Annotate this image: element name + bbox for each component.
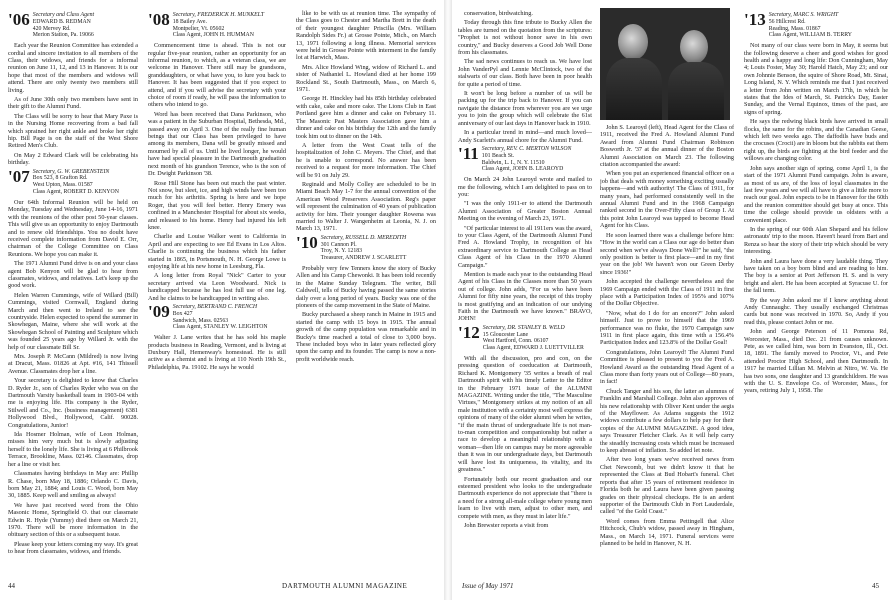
class-heading-1909	[148, 304, 286, 331]
paragraph: Mrs. Alice Howland Wing, widow of Richard L. and sister of Nathaniel L. Howland died at her home 199 Rockland St., South Dartmouth, Mass., on March 6, 1971.	[296, 63, 436, 94]
class-heading-1906	[8, 12, 138, 39]
person-right-body	[668, 62, 724, 120]
paragraph: Bucky purchased a sheep ranch in Maine in 1915 and started the camp with 15 boys in 1915. The annual growth of the camp population was remarkable and in Bucky's time reached a total of close to 3,000 boys. These included boys who in later years reflected glory upon the camp and its founder. The camp is now a non-profit worldwide reach.	[296, 311, 436, 363]
paragraph: We have just received word from the Ohio Masonic Home, Springfield O. that our classmate Edwin R. Hyde (Yummy) died there on March 21, 1970. There will be more information in the obituary section of this or a subsequent issue.	[8, 501, 138, 539]
left-page-number: 44	[8, 582, 15, 590]
column-2	[148, 10, 286, 580]
secretary-city: Merion Station, Pa. 19066	[32, 32, 94, 39]
paragraph: On May 2 Edward Clark will be celebrating his birthday.	[8, 151, 138, 167]
paragraph: "I was the only 1911-er to attend the Dartmouth Alumni Association of Greater Boston Annual Meeting on the evening of March 23, 1971.	[458, 200, 592, 223]
secretary-name: EDWARD B. REDMAN	[32, 18, 91, 25]
secretary-name: Box 523, 8 Grafton Rd.	[32, 175, 88, 182]
class-heading-1908	[148, 12, 286, 39]
paragraph: John and George Peterson of 11 Pomona Rd, Worcester, Mass., died Dec. 21 from causes unknown. Pete, as we called him, was born in Evanston, Ill., Oct. 18, 1891. The family moved to Proctor, Vt., and Pete attended Proctor High School, and then Dartmouth. In 1917 he married Lillian M. Melvin at Nitro, W. Va. He has two sons, one daughter and 13 grandchildren. He was with the U. S. Envelope Co. of Worcester, Mass., for years, retiring July 1, 1958. The	[744, 328, 888, 395]
paragraph: Not many of our class were born in May, it seems but the following deserve a cheer and good wishes for good health and a happy and long life: Don Cunningham, May 4; Louis Foster, May 30; Harold Hatch, May 23; and our own Johnnie Benson, the squire of Shore Road, Mt. Sinai, Long Island, N. Y. Which reminds me that I just received a letter from John written on March 17th, in which he states that the Ides of March, St. Patrick's Day, Easter Sunday, and the Vernal Equinox, times of the past, are signs of spring.	[744, 42, 888, 116]
secretary-address: Reading, Mass. 01867	[768, 25, 821, 32]
class-heading-1907	[8, 166, 138, 196]
column-1	[8, 10, 138, 580]
person-left-head	[618, 24, 648, 60]
secretary-title: Secretary, MARC S. WRIGHT	[768, 12, 839, 18]
paragraph: A letter from the West Coast tells of the hospitalization of John C. Meyers. The Chief, and that he is unable to correspond. No answer has been received to a request for more information. The Chief will be 91 on July 29.	[296, 141, 436, 179]
secretary-address: West Hartford, Conn. 06107	[482, 338, 549, 345]
class-secretary	[482, 146, 572, 173]
class-heading-1913	[744, 12, 888, 39]
secretary-title: Secretary, RUSSELL D. MEREDITH	[320, 234, 407, 241]
person-right-head	[680, 30, 708, 64]
class-agent: Class Agent, JOHN H. HUMMAN	[172, 32, 254, 39]
paragraph: Please keep your letters coming my way. It's great to hear from classmates, widows, and friends.	[8, 540, 138, 556]
paragraph: Mention is made each year to the outstanding Head Agent of his Class in the Classes more than 50 years out of college. John adds, "For us who have been Alumni for fifty nine years, the receipt of this trophy is most gratifying and an indication of our undying Faith in the Dartmouth we have known." BRAVO, JOHN!	[458, 270, 592, 323]
class-secretary	[769, 12, 852, 39]
secretary-title: Secretary, G. W. GREBENSTEIN	[32, 168, 110, 175]
class-year: '09	[148, 302, 170, 321]
photo-caption: John S. Learoyd (left), Head Agent for the Class of 1911, received the Fred A. Howland Alumni Fund Award from Alumni Fund Chairman Robinson Bosworth Jr. '37 at the annual dinner of the Boston Alumni Association on March 23. The following citation accompanied the award:	[600, 124, 734, 169]
paragraph: The 1971 Alumni Fund drive is on and your class agent Bob Kenyon will be glad to hear from classmates, widows, and relatives. Let's keep up the good work.	[8, 260, 138, 290]
secretary-address: Troy, N. Y. 12183	[320, 248, 363, 255]
paragraph: conservation, birdwatching.	[464, 10, 533, 17]
class-agent: Class Agent, ROBERT D. KENYON	[32, 189, 119, 196]
paragraph: In a particular trend in mind—and much loved—Andy Scarlett's annual chore for the Alumni Fund.	[458, 129, 592, 144]
right-page-number: 45	[872, 582, 879, 590]
paragraph: Word comes from Emma Pettingell that Alice Hitchcock, Chub's widow, passed away in Hingham, Mass., on March 14, 1971. Funeral services were planned to be held in Hanover, N. H.	[600, 517, 734, 547]
class-secretary	[321, 235, 407, 262]
paragraph: like to be with us at reunion time. The sympathy of the Class goes to Chester and Martha Brett in the death of their youngest daughter Priscilla (Mrs. William Randolph Sides Fr.) at Grosse Pointe, Mich., on March 13, 1971 following a long illness. Memorial services were held in Grosse Pointe with interment in the family lot at Harwich, Mass.	[296, 10, 436, 62]
class-year: '13	[744, 10, 766, 29]
class-treasurer: Treasurer, ANDREW J. SCARLETT	[320, 255, 407, 262]
paragraph: He soon learned there was a challenge before him: "How in the world can a Class our age do better than second when we've always Done Well?" he said, "the only position is better is first place—and in my first year on the job! We haven't won our Green Derby since 1936!"	[600, 231, 734, 276]
secretary-title: Secretary, BERTRAND C. FRENCH	[172, 304, 258, 310]
class-year: '12	[458, 322, 480, 342]
paragraph: Word has been received that Dana Parkinson, who was a patient in the Suburban Hospital, Bethesda, Md., passed away on April 3. One of the really fine human beings that our Class has been privileged to have among its members, Dana will be greatly missed and mourned by all of us. Until he lived longer, he would have had special pleasure in the Dartmouth graduation next month of his grandson Terence, who is the son of Dr. Dwight Parkinson '38.	[148, 110, 286, 178]
paragraph: Our 64th Informal Reunion will be held on Monday, Tuesday and Wednesday, June 14-16, 1971 with the reunions of the other post 50-year classes. This will give us an opportunity to enjoy Dartmouth and to renew old friendships. You no doubt have received complete information from David E. Orr, chairman of the College Committee on Class Reunions. We hope you can make it.	[8, 198, 138, 258]
paragraph: Mrs. Joseph P. McCann (Mildred) is now living at Dracut, Mass. 01826 at Apt. #16, 141 Thissell Avenue. Classmates drop her a line.	[8, 353, 138, 375]
paragraph: Charlie and Louise Walker went to California in April and are expecting to see Ed Evans in Los Altos. Charlie is continuing the business which his father started in 1865, in Portsmouth, N. H. George Lowe is enjoying life at his new home in Leesburg, Fla.	[148, 233, 286, 270]
class-heading-1912	[458, 322, 592, 352]
paragraph: The sad news continues to reach us. We have lost John VanderPyl and Lennie McClintock, two of the stalwarts of our class. Both have been in poor health for quite a period of time.	[458, 58, 592, 88]
secretary-address: Baldwin, L. I., N. Y. 11510	[481, 159, 545, 166]
paragraph: When you put an experienced financial officer on a job that deals with money something exciting usually happens—and with authority! The Class of 1911, for many years, had performed consistently well in the annual Alumni Fund and in the 1968 Campaign ranked second in the Over-Fifty class of Group I. At this point John Learoyd was tapped to become Head Agent for his Class.	[600, 170, 734, 230]
paragraph: After two long years we've received news from Chet Newcomb, but we didn't know it that he represented the Class at Bud Hobart's funeral. Chet reports that after 15 years of retirement residence in Florida both he and Laura have been given passing grades on their physical checkups. He is an ardent supporter of the Dartmouth Club in Fort Lauderdale, called "of the Gold Coast."	[600, 456, 734, 516]
paragraph: Your secretary is delighted to know that Charles D. Ryder Jr., son of Charles Ryder who was on the Dartmouth Varsity basketball team in 1903-04 with me is enjoying life. His company is the Ryder, Stilwell and Co., Inc. (business management) 6381 Hollywood Blvd., Hollywood, Calif. 90028. Congratulations, Junior!	[8, 377, 138, 429]
class-year: '06	[8, 10, 30, 29]
paragraph: The Class will be sorry to hear that Mary Paxe is in the Nursing Home recovering from a bad fall which sprained her right ankle and broke her right hip. Bill Page is on the staff of the West Shore Retired Men's Club.	[8, 112, 138, 150]
issue-footer: Issue of May 1971	[462, 582, 514, 590]
secretary-address: Montpelier, Vt. 05602	[172, 25, 225, 32]
page-gutter	[444, 0, 452, 600]
paragraph: Probably very few Tenners know the story of Bucky Allen and his Camp Chewonki. It has been told recently in the Maine Sunday Telegram. The writer, Bill Caldwell, tells of Bucky having passed the same stories daily over a long period of years. Bucky was one of the pioneers of the camp movement in the State of Maine.	[296, 264, 436, 309]
paragraph: Each year the Reunion Committee has extended a cordial and sincere invitation to all members of the Class, their widows, and friends for a informal reunion on June 11, 12, and 13 in Hanover. It is our hope that most of the members and widows will attend. There are only twenty two members still living.	[8, 42, 138, 94]
paragraph: "Now, what do I do for an encore?" John asked himself. Just to prove to himself that the 1969 performance was no fluke, the 1970 Campaign saw 1911 in first place again, this time with a 156.4% Participation Index and 123.8% of the Dollar Goal!	[600, 309, 734, 347]
class-secretary	[33, 12, 94, 39]
secretary-address: West Upton, Mass. 01587	[32, 182, 93, 189]
paragraph: George H. Hinckley had his 85th birthday celebrated with cake, cake and more cake. The Lions Club in East Portland gave him a dinner and cake on February 11. The Masonic Past Masters Association gave him a dinner and cake on his birthday the 12th and the family took him out to dinner on the 14th.	[296, 95, 436, 140]
paragraph: Today through this fine tribute to Bucky Allen the tables are turned on the quotation from the scriptures: "Prophet is not without honor save in his own country," and Bucky deserves a Good Job Well Done from his classmates.	[458, 19, 592, 57]
paragraph: On March 24 John Learoyd wrote and mailed to me the following, which I am delighted to pass on to you:	[458, 176, 592, 198]
paragraph: Ida Hosmer Holman, wife of Leon Holman, misses him very much but is slowly adjusting herself to the lonely life. She is living at 6 Philbrook Terrace, Brookline, Mass. 02146. Classmates, drop her a line or visit her.	[8, 431, 138, 468]
class-agent: Class Agent, WILLIAM B. TERRY	[768, 32, 852, 39]
paragraph: Classmates having birthdays in May are: Phillip R. Chase, born May 18, 1886; Orlando C. Davis, born May 21, 1884; and Louis C. Wood, born May 30, 1885. Keep well and smiling as always!	[8, 470, 138, 500]
person-left-body	[606, 58, 662, 120]
paragraph: Walter J. Lane writes that he has sold his maple products business in Reading, Vermont, and is living at Duxbury Hall, Hemenway's homestead. He is still active as a chemist and is living at 110 North 19th St., Philadelphia, Pa. 19102. He says he would	[148, 334, 286, 371]
magazine-title-footer: DARTMOUTH ALUMNI MAGAZINE	[282, 582, 408, 590]
secretary-name: 101 Beach St.	[481, 152, 515, 159]
award-photo	[600, 8, 730, 120]
paragraph: John says another sign of spring, come April 1, is the start of the 1971 Alumni Fund campaign. John is aware, as most of us are, of the loss of loyal classmates in the last few years and we will all have to give a little more to reach our goal. John expects to be in Hanover for the 60th and the reunion committee should get busy at once. This time the college should provide us oldsters with a convenient place.	[744, 164, 888, 224]
secretary-title: Secretary, DR. STANLEY B. WELD	[482, 324, 565, 331]
paragraph: Chuck Tanger and his son, the latter an alumnus of Franklin and Marshall College. John also approves of his new relationship with Oliver Kent under the aegis of the Mayflower. As Adams suggests the 1912 widows contribute a few dollars to help pay for their copies of the ALUMNI MAGAZINE. A good idea, says Treasurer Fletcher Clark. As it will help carry the steadily increasing costs which must be increased to keep abreast of inflation. So added let note.	[600, 387, 734, 455]
paragraph: Congratulations, John Learoyd! The Alumni Fund Committee is pleased to present to you the Fred A. Howland Award as the outstanding Head Agent of a Class more than forty years out of College—80 years, in fact!	[600, 348, 734, 386]
class-secretary	[483, 325, 584, 352]
class-secretary	[173, 12, 264, 39]
paragraph: John Brewster reports a visit from	[464, 521, 549, 529]
secretary-address: Sandwich, Mass. 02563	[172, 317, 229, 324]
class-year: '11	[458, 143, 479, 163]
secretary-title: Secretary, FREDERICK H. MUNKELT	[172, 12, 265, 18]
class-secretary	[33, 169, 119, 196]
column-6	[744, 10, 888, 580]
paragraph: John and Laura have done a very laudable thing. They have taken on a boy born blind and are reading to him. The boy is a senior at Port Jefferson H. S. and is very bright and alert. He has been accepted at Syracuse U. for the fall term.	[744, 257, 888, 295]
class-agent: Class Agent, JOHN B. LEAROYD	[481, 166, 564, 173]
paragraph: He says the redwing black birds have arrived in small flocks, the same for the robins, and the Canadian Geese, which left two weeks ago. The daffodils have buds and the crocuses (Crocii) are in bloom but the rabbits eat them right up, the birds are fighting at the bird feeder and the willows are changing color.	[744, 118, 888, 163]
secretary-address: 420 Mervey Rd.	[32, 25, 71, 32]
paragraph: John accepted the challenge nevertheless and the 1969 Campaign ended with the Class of 1911 in first place with a Participation Index of 195% and 107% of the Dollar Objective.	[600, 278, 734, 308]
column-3	[296, 10, 436, 580]
secretary-name: 18 Bailey Ave.	[172, 18, 207, 25]
secretary-title: Secretary and Class Agent	[32, 12, 95, 18]
class-year: '07	[8, 166, 30, 186]
paragraph: As of June 30th only two members have sent in their gift to the Alumni Fund.	[8, 96, 138, 111]
paragraph: A long letter from Royal "Nick" Carter to your secretary arrived via Leon Woodward. Nick is handicapped because he has lost full use of one leg. And he claims to be handicapped in writing also.	[148, 272, 286, 302]
secretary-name: 301 Cannon Pl.	[320, 241, 357, 248]
paragraph: Rose Hill Stone has been out much the past winter. Not snow, but sleet, ice, and high winds have been too much for his arthritis. Spring is here and we hope Roger, that you will feel better. Henry Emery was confined in a Manchester Hospital for about six weeks, and released to his home. Henry had injured his left knee.	[148, 179, 286, 231]
paragraph: "Of particular interest to all 1911ers was the award, to your Class Agent, of the Dartmouth Alumni Fund Fred A. Howland Trophy, in recognition of his extraordinary service to Dartmouth College as Head Class Agent of his Class in the 1970 Alumni Campaign."	[458, 224, 592, 269]
class-year: '10	[296, 232, 318, 252]
class-year: '08	[148, 10, 170, 29]
class-secretary	[173, 304, 268, 331]
class-agent: Class Agent, EDWARD J. LUETTVILLER	[482, 345, 584, 352]
paragraph: Reginald and Molly Colley are scheduled to be in Miami Beach May 1-7 for the annual convention of the American Wood Preservers Association. Reg's paper will represent the culmination of 40 years of publication activity for him. Their younger daughter Rowena was married to Walter J. Wangenheim at Leonia, N. J. on March 13, 1971.	[296, 180, 436, 233]
paragraph: With all the discussion, pro and con, on the pressing question of coeducation at Dartmouth, Richard K. Montgomery '35 writes a breath of real Dartmouth spirit with his timely Letter to the Editor in the February 1971 issue of the ALUMNI MAGAZINE. Writing under the title, "The Masculine Virtues," Montgomery strikes at my notion of an all male institution with a certainty most well express the opinions of many of the older alumni when he writes, "if the main thrust of undergraduate life is not man-to-man competition and companionship but rather a race to develop a meaningful relationship with a woman—then life on campus may be more agreeable than it was in our undergraduate days, but Dartmouth will have lost its uniqueness, its vitality, and its greatness."	[458, 355, 592, 474]
paragraph: It won't be long before a number of us will be packing up for the trip back to Hanover. If you can navigate the distance from wherever you are we urge you to join the group which will celebrate the 61st anniversary of our last days in Hanover back in 1910.	[458, 90, 592, 127]
secretary-name: 56 Hillcrest Rd.	[768, 18, 806, 25]
column-4	[458, 10, 592, 580]
secretary-title: Secretary, REV. C. MERTON WILSON	[481, 145, 572, 152]
secretary-name: 15 Gloucester Lane	[482, 331, 529, 338]
class-agent: Class Agent, STANLEY W. LEIGHTON	[172, 324, 268, 331]
paragraph: Commencement time is ahead. This is not our regular five-year reunion, rather an opportunity for an informal reunion, to which, as a veteran class, we are welcome in Hanover. There still may be grandsons, granddaughters, or what have you, to lure you back to Hanover. It has been suggested that if you expect to attend, and if you will advise the secretary with your choice of room if ready, he will pass the information to others who intend to go.	[148, 42, 286, 109]
secretary-name: Box 427	[172, 310, 193, 317]
paragraph: By the way John asked me if I knew anything about Andy Cunnaughc. They usually exchanged Christmas cards but none was received in 1970. So, Andy if you read this, please contact John or me.	[744, 296, 888, 326]
paragraph: Helen Warren Cummings, wife of Willard (Bill) Cummings, visited Cornwall, England during March and then went to Ireland to see the countryside. Helen expected to spend the summer in Skowhegan, Maine, where she will work at the Skowhegan School of Painting and Sculpture which was founded 25 years ago by Willard Jr. with the help of our classmate Bill Sr.	[8, 291, 138, 351]
paragraph: Fortunately both our recent graduation and our esteemed president who looks to the undergraduate Dartmouth experience do not appreciate that "there is a need for a strong all-male college where young men learn to live with men, adjust to other men, and compete with men, as they must in later life."	[458, 475, 592, 520]
column-5	[600, 124, 734, 580]
paragraph: In the spring of our 60th Alan Shepard and his fellow astronauts' trip to the moon. Haven't heard from Bart and Renza so hear the story of their trip which should be very interesting.	[744, 225, 888, 256]
class-heading-1911	[458, 143, 592, 173]
class-heading-1910	[296, 232, 436, 262]
